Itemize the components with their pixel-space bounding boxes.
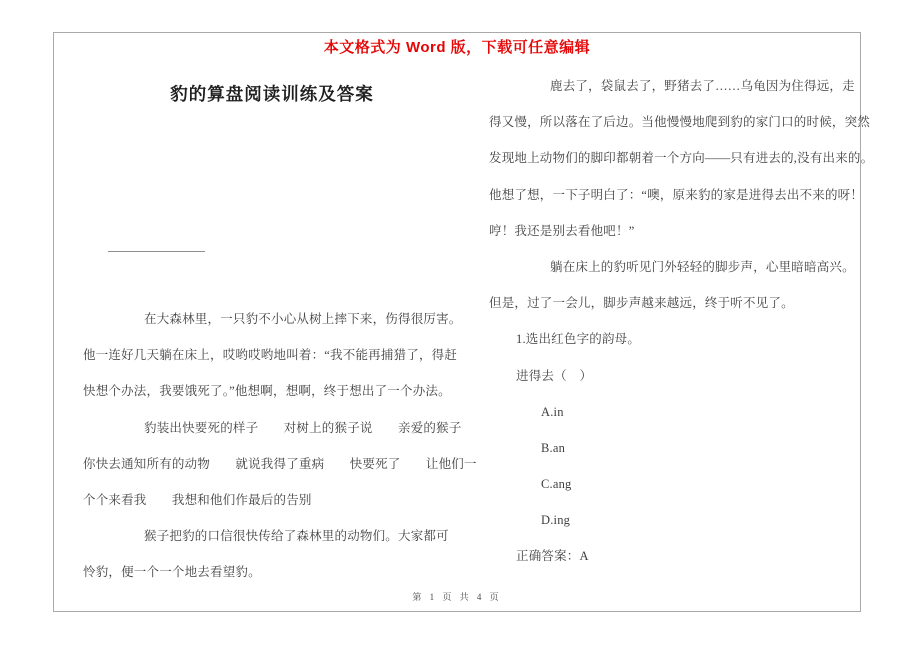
blank-underline: [108, 243, 205, 252]
right-column: [489, 68, 874, 575]
text-line: 哼！我还是别去看他吧！”: [489, 223, 635, 238]
text-line: 他一连好几天躺在床上，哎哟哎哟地叫着：“我不能再捕猎了，得赶: [83, 348, 458, 363]
word-format-notice: 本文格式为 Word 版，下载可任意编辑: [323, 39, 591, 56]
page-border: [53, 32, 874, 612]
left-column: [83, 301, 477, 591]
option-c: C.ang: [541, 477, 572, 492]
option-d: D.ing: [541, 513, 571, 528]
option-a: A.in: [541, 404, 564, 419]
text-line: 怜豹，便一个一个地去看望豹。: [83, 565, 261, 580]
text-line: 他想了想，一下子明白了：“噢，原来豹的家是进得去出不来的呀！: [489, 187, 864, 202]
question-blank: 进得去（ ）: [516, 368, 593, 383]
text-line: 你快去通知所有的动物 就说我得了重病 快要死了 让他们一: [83, 456, 477, 471]
text-line: 豹装出快要死的样子 对树上的猴子说 亲爱的猴子: [144, 420, 462, 435]
text-line: 但是，过了一会儿，脚步声越来越远，终于听不见了。: [489, 296, 794, 311]
option-b: B.an: [541, 440, 566, 455]
text-line: 猴子把豹的口信很快传给了森林里的动物们。大家都可: [144, 529, 449, 544]
question-line: 1.选出红色字的韵母。: [516, 332, 641, 347]
text-line: 鹿去了，袋鼠去了，野猪去了……乌龟因为住得远，走: [550, 79, 855, 93]
text-line: 在大森林里，一只豹不小心从树上摔下来，伤得很厉害。: [144, 312, 462, 326]
text-line: 发现地上动物们的脚印都朝着一个方向——只有进去的,没有出来的。: [489, 151, 874, 166]
text-line: 躺在床上的豹听见门外轻轻的脚步声，心里暗暗高兴。: [550, 259, 855, 274]
text-line: 个个来看我 我想和他们作最后的告别: [83, 492, 312, 507]
text-line: 快想个办法，我要饿死了。”他想啊，想啊，终于想出了一个办法。: [83, 384, 451, 399]
text-line: 得又慢，所以落在了后边。当他慢慢地爬到豹的家门口的时候，突然: [489, 115, 871, 130]
page-number-footer: 第 1 页 共 4 页: [412, 592, 502, 602]
answer-line: 正确答案：A: [516, 549, 589, 564]
document-title: 豹的算盘阅读训练及答案: [170, 84, 374, 104]
